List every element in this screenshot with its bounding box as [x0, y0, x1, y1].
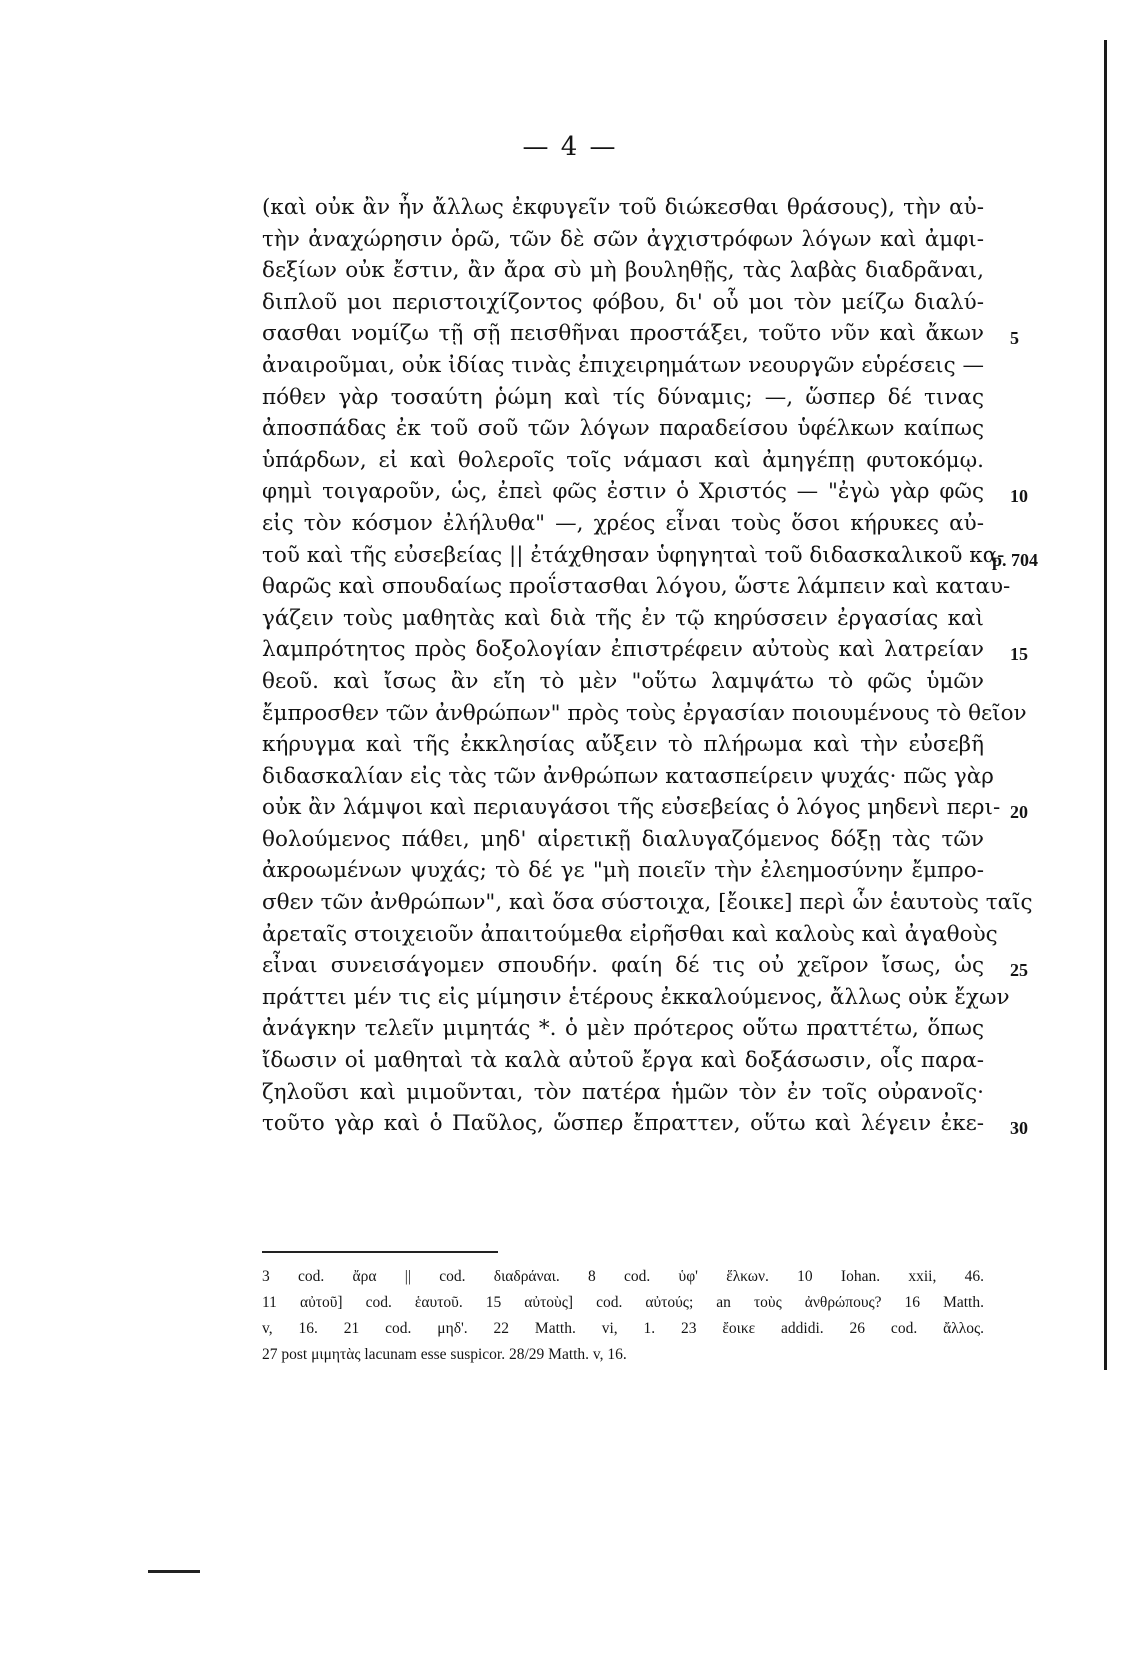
- text-line: εἰς τὸν κόσμον ἐλήλυθα" —, χρέος εἶναι τοὺς ὅσοι κήρυκες αὐ-: [262, 510, 984, 536]
- text-line: θεοῦ. καὶ ἴσως ἂν εἴη τὸ μὲν "οὕτω λαμψάτω τὸ φῶς ὑμῶν: [262, 668, 984, 694]
- footnote-line: v, 16. 21 cod. μηδ'. 22 Matth. vi, 1. 23 ἔοικε addidi. 26 cod. ἄλλος.: [262, 1320, 984, 1337]
- page-number: — 4 —: [522, 132, 618, 162]
- line-number-25: 25: [1010, 960, 1028, 980]
- text-line: ζηλοῦσι καὶ μιμοῦνται, τὸν πατέρα ἡμῶν τὸν ἐν τοῖς οὐρανοῖς·: [262, 1079, 984, 1105]
- text-line: διδασκαλίαν εἰς τὰς τῶν ἀνθρώπων κατασπείρειν ψυχάς· πῶς γὰρ: [262, 763, 994, 789]
- text-line: ἀνάγκην τελεῖν μιμητάς *. ὁ μὲν πρότερος οὕτω πραττέτω, ὅπως: [262, 1016, 984, 1042]
- text-line: ἴδωσιν οἱ μαθηταὶ τὰ καλὰ αὐτοῦ ἔργα καὶ δοξάσωσιν, οἷς παρα-: [262, 1048, 984, 1074]
- text-line: ὑπάρδων, εἰ καὶ θολεροῖς τοῖς νάμασι καὶ ἀμηγέπῃ φυτοκόμῳ.: [262, 447, 984, 473]
- text-line: ἀναιροῦμαι, οὐκ ἰδίας τινὰς ἐπιχειρημάτων νεουργῶν εὑρέσεις —: [262, 352, 984, 378]
- text-line: (καὶ οὐκ ἂν ἦν ἄλλως ἐκφυγεῖν τοῦ διώκεσθαι θράσους), τὴν αὐ-: [262, 195, 984, 220]
- text-line: πράττει μέν τις εἰς μίμησιν ἑτέρους ἐκκαλούμενος, ἄλλως οὐκ ἔχων: [262, 984, 1010, 1010]
- line-number-5: 5: [1010, 328, 1019, 348]
- footnote-line: 3 cod. ἄρα || cod. διαδράναι. 8 cod. ὑφ' ἕλκων. 10 Iohan. xxii, 46.: [262, 1268, 984, 1285]
- margin-page-reference: p. 704: [992, 550, 1039, 570]
- text-line: τοῦτο γὰρ καὶ ὁ Παῦλος, ὥσπερ ἔπραττεν, οὕτω καὶ λέγειν ἐκε-: [262, 1111, 984, 1137]
- text-line: οὐκ ἂν λάμψοι καὶ περιαυγάσοι τῆς εὐσεβείας ὁ λόγος μηδενὶ περι-: [262, 795, 1001, 821]
- footnotes: [262, 1264, 984, 1368]
- text-line: ἀκροωμένων ψυχάς; τὸ δέ γε "μὴ ποιεῖν τὴν ἐλεημοσύνην ἔμπρο-: [262, 858, 984, 884]
- page-edge-rule: [1104, 40, 1107, 1370]
- text-line: δεξίων οὐκ ἔστιν, ἂν ἄρα σὺ μὴ βουληθῇς, τὰς λαβὰς διαδρᾶναι,: [262, 258, 984, 284]
- line-number-15: 15: [1010, 644, 1028, 664]
- text-line: ἔμπροσθεν τῶν ἀνθρώπων" πρὸς τοὺς ἐργασίαν ποιουμένους τὸ θεῖον: [262, 700, 1027, 726]
- line-number-30: 30: [1010, 1118, 1028, 1138]
- text-line: εἶναι συνεισάγομεν σπουδήν. φαίη δέ τις οὐ χεῖρον ἴσως, ὡς: [262, 953, 984, 979]
- text-line: ἀποσπάδας ἐκ τοῦ σοῦ τῶν λόγων παραδείσου ὑφέλκων καίπως: [262, 416, 984, 442]
- text-line: ἀρεταῖς στοιχειοῦν ἀπαιτούμεθα εἰρῆσθαι καὶ καλοὺς καὶ ἀγαθοὺς: [262, 921, 998, 947]
- text-line: διπλοῦ μοι περιστοιχίζοντος φόβου, δι' οὗ μοι τὸν μείζω διαλύ-: [262, 289, 984, 315]
- text-line: γάζειν τοὺς μαθητὰς καὶ διὰ τῆς ἐν τῷ κηρύσσειν ἐργασίας καὶ: [262, 605, 984, 631]
- text-line: λαμπρότητος πρὸς δοξολογίαν ἐπιστρέφειν αὐτοὺς καὶ λατρείαν: [262, 637, 984, 663]
- text-line: θολούμενος πάθει, μηδ' αἱρετικῇ διαλυγαζόμενος δόξῃ τὰς τῶν: [262, 826, 984, 852]
- text-line: κήρυγμα καὶ τῆς ἐκκλησίας αὔξειν τὸ πλήρωμα καὶ τὴν εὐσεβῆ: [262, 732, 984, 758]
- footnote-line: 11 αὐτοῦ] cod. ἑαυτοῦ. 15 αὐτοὺς] cod. αὐτούς; an τοὺς ἀνθρώπους? 16 Matth.: [262, 1294, 984, 1311]
- line-number-10: 10: [1010, 486, 1028, 506]
- footnote-line: 27 post μιμητὰς lacunam esse suspicor. 28/29 Matth. v, 16.: [262, 1346, 627, 1363]
- text-line: φημὶ τοιγαροῦν, ὡς, ἐπεὶ φῶς ἐστιν ὁ Χριστός — "ἐγὼ γὰρ φῶς: [262, 479, 984, 505]
- text-line: τοῦ καὶ τῆς εὐσεβείας || ἐτάχθησαν ὑφηγηταὶ τοῦ διδασκαλικοῦ κα-: [262, 542, 1005, 568]
- line-number-20: 20: [1010, 802, 1028, 822]
- text-line: σασθαι νομίζω τῇ σῇ πεισθῆναι προστάξει, τοῦτο νῦν καὶ ἄκων: [262, 321, 984, 347]
- text-line: τὴν ἀναχώρησιν ὁρῶ, τῶν δὲ σῶν ἀγχιστρόφων λόγων καὶ ἀμφι-: [262, 226, 984, 252]
- text-line: πόθεν γὰρ τοσαύτη ῥώμη καὶ τίς δύναμις; —, ὥσπερ δέ τινας: [262, 384, 984, 410]
- footnote-divider: [262, 1251, 498, 1253]
- text-line: σθεν τῶν ἀνθρώπων", καὶ ὅσα σύστοιχα, [ἔοικε] περὶ ὧν ἑαυτοὺς ταῖς: [262, 890, 1033, 916]
- bottom-dash-mark: [148, 1570, 200, 1573]
- text-line: θαρῶς καὶ σπουδαίως προΐστασθαι λόγου, ὥστε λάμπειν καὶ καταυ-: [262, 574, 1011, 600]
